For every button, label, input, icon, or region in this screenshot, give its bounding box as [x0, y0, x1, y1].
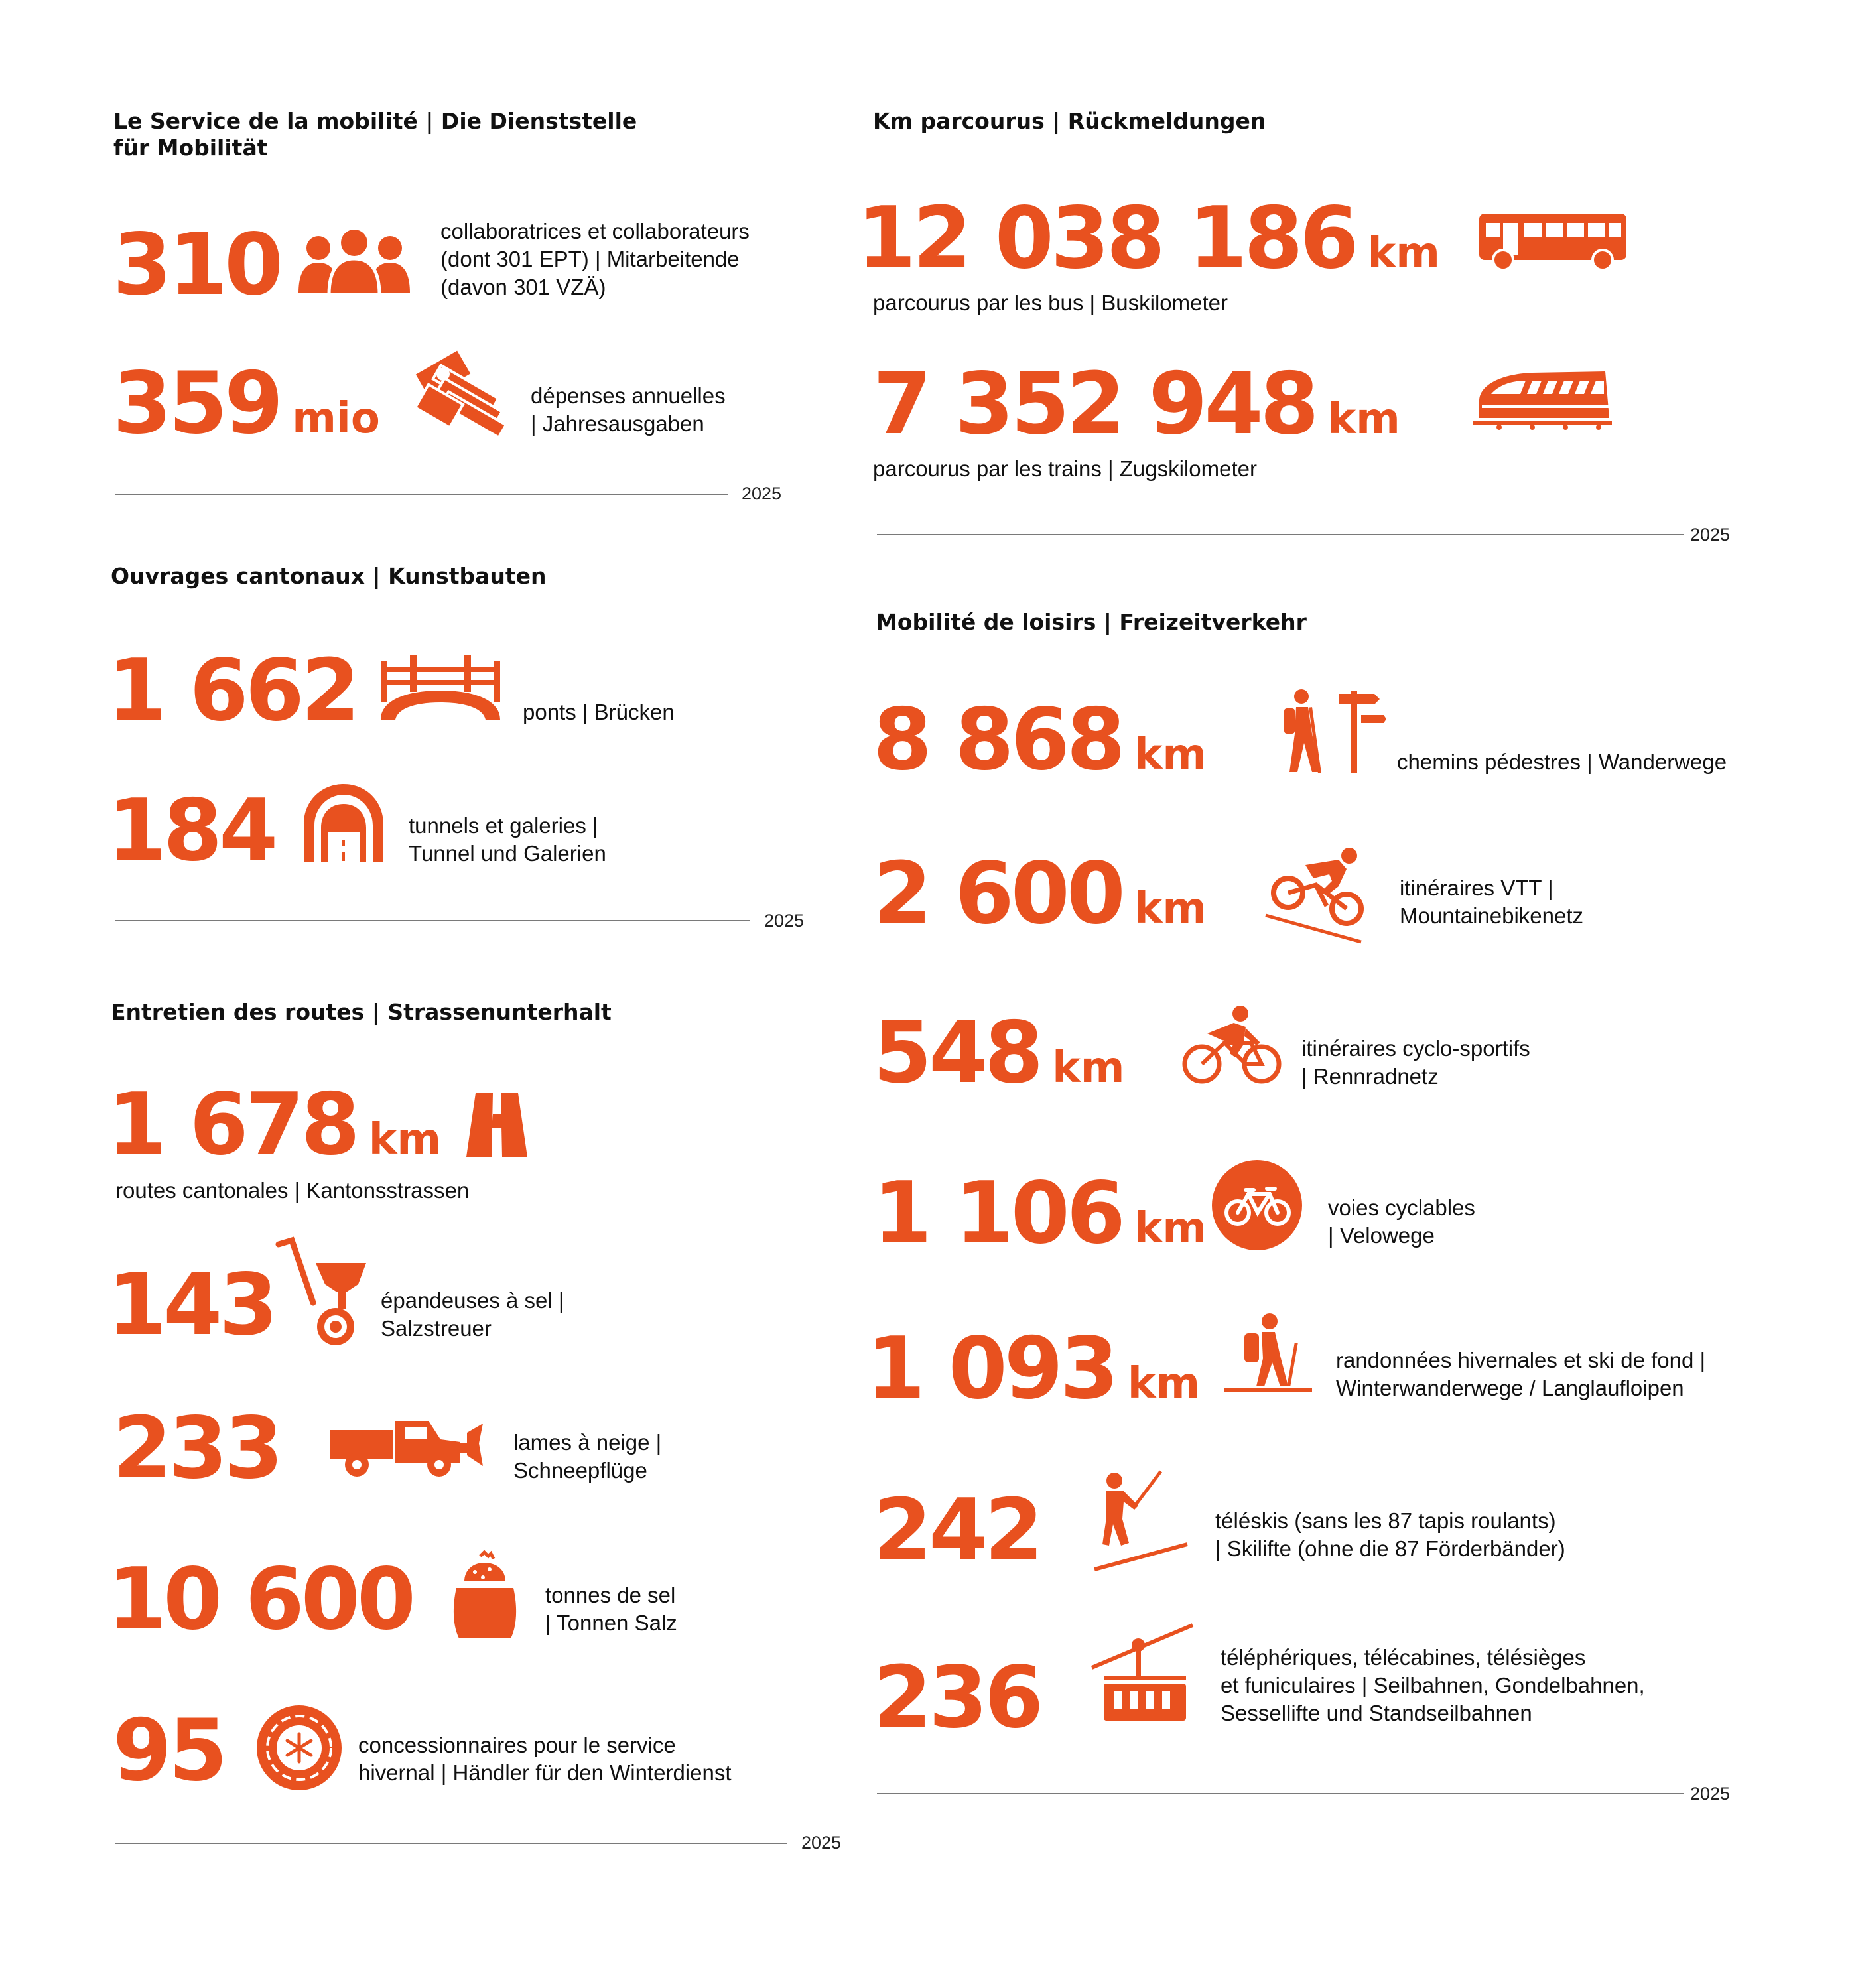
- gondola-icon: [1092, 1625, 1193, 1723]
- road-bike-km-value: [873, 1004, 1125, 1110]
- people-icon: [297, 230, 411, 296]
- roads-number: 1 678: [107, 1075, 357, 1174]
- road-bike-description: itinéraires cyclo-sportifs | Rennradnetz: [1301, 1036, 1530, 1089]
- roads-unit: km: [368, 1115, 442, 1164]
- bike-lanes-km-value: [873, 1164, 1207, 1271]
- winter-trails-description: randonnées hivernales et ski de fond | Winterwanderwege / Langlaufloipen: [1336, 1348, 1706, 1400]
- winter-trails-km-value: [866, 1319, 1201, 1426]
- hiking-description: chemins pédestres | Wanderwege: [1397, 750, 1727, 774]
- structures-heading: Ouvrages cantonaux | Kunstbauten: [111, 563, 547, 589]
- mtb-km-value: [873, 844, 1207, 951]
- staff-description: collaboratrices et collaborateurs (dont 301 EPT) | Mitarbeitende (davon 301 VZÄ): [440, 219, 750, 299]
- year-label: 2025: [742, 484, 782, 503]
- bus-km-number: 12 038 186: [857, 189, 1356, 288]
- year-label: 2025: [764, 911, 805, 931]
- train-km-unit: km: [1327, 395, 1400, 444]
- divider-line: [115, 1843, 787, 1844]
- tunnels-description: tunnels et galeries | Tunnel und Galerien: [409, 813, 606, 866]
- road-maintenance-heading: Entretien des routes | Strassenunterhalt: [111, 999, 612, 1025]
- bike-lanes-km-number: 1 106: [873, 1164, 1122, 1263]
- year-label: 2025: [1690, 525, 1731, 545]
- bicycle-circle-icon: [1211, 1160, 1303, 1251]
- tunnels-count: 184: [107, 781, 275, 880]
- salt-bag-icon: [451, 1552, 519, 1640]
- spreaders-count: 143: [107, 1256, 275, 1355]
- dealers-description: concessionnaires pour le service hivernal | Händler für den Winterdienst: [358, 1733, 732, 1785]
- hiking-km-number: 8 868: [873, 691, 1122, 789]
- km-travelled-heading: Km parcourus | Rückmeldungen: [873, 108, 1266, 134]
- tunnel-icon: [304, 784, 383, 862]
- winter-trails-km-number: 1 093: [866, 1319, 1116, 1418]
- bridges-count: 1 662: [107, 641, 357, 740]
- mobility-service-heading: Le Service de la mobilité | Die Dienststelle für Mobilität: [113, 108, 637, 161]
- mtb-description: itinéraires VTT | Mountainebikenetz: [1400, 876, 1584, 928]
- bike-lanes-km-unit: km: [1134, 1204, 1207, 1253]
- roads-description: routes cantonales | Kantonsstrassen: [115, 1178, 470, 1203]
- road-bike-km-number: 548: [873, 1004, 1041, 1102]
- staff-count: 310: [113, 216, 281, 314]
- dealers-count: 95: [113, 1701, 225, 1800]
- spreaders-description: épandeuses à sel | Salzstreuer: [381, 1288, 564, 1341]
- train-icon: [1473, 371, 1612, 430]
- cable-cars-count: 236: [873, 1648, 1041, 1747]
- train-km-description: parcourus par les trains | Zugskilometer: [873, 456, 1257, 481]
- bus-icon: [1479, 214, 1626, 271]
- mountain-bike-icon: [1266, 846, 1364, 943]
- bridge-icon: [381, 653, 500, 721]
- mtb-km-unit: km: [1134, 884, 1207, 933]
- divider-line: [877, 1793, 1684, 1794]
- year-label: 2025: [801, 1833, 842, 1853]
- divider-line: [115, 920, 750, 921]
- money-stack-icon: [413, 354, 511, 442]
- winter-hiker-icon: [1224, 1312, 1312, 1397]
- cable-cars-description: téléphériques, télécabines, télésièges et funiculaires | Seilbahnen, Gondelbahnen, Sessellifte und Standseilbahnen: [1221, 1645, 1645, 1725]
- train-km-number: 7 352 948: [873, 355, 1316, 454]
- ski-lifts-description: téléskis (sans les 87 tapis roulants) | Skilifte (ohne die 87 Förderbänder): [1215, 1508, 1565, 1561]
- hiking-km-value: [873, 691, 1207, 797]
- ski-lift-icon: [1094, 1471, 1189, 1571]
- salt-tonnes-value: 10 600: [107, 1550, 413, 1649]
- road-bike-km-unit: km: [1052, 1043, 1125, 1093]
- roads-value: [107, 1075, 442, 1182]
- snowplow-truck-icon: [330, 1417, 484, 1478]
- hiker-signpost-icon: [1282, 687, 1386, 773]
- bus-km-unit: km: [1367, 229, 1440, 278]
- salt-tonnes-description: tonnes de sel | Tonnen Salz: [545, 1583, 677, 1635]
- divider-line: [115, 494, 728, 495]
- bridges-description: ponts | Brücken: [523, 700, 675, 724]
- divider-line: [877, 534, 1684, 535]
- road-icon: [466, 1093, 527, 1157]
- salt-spreader-icon: [279, 1239, 367, 1348]
- plows-description: lames à neige | Schneepflüge: [513, 1430, 662, 1483]
- ski-lifts-count: 242: [873, 1481, 1041, 1580]
- train-km-value: [873, 355, 1400, 462]
- winter-tire-icon: [256, 1705, 342, 1791]
- expenses-description: dépenses annuelles | Jahresausgaben: [531, 383, 726, 436]
- expenses-unit: mio: [292, 394, 380, 443]
- leisure-heading: Mobilité de loisirs | Freizeitverkehr: [876, 609, 1307, 635]
- expenses-value: [113, 354, 380, 461]
- road-cyclist-icon: [1182, 1004, 1282, 1085]
- mtb-km-number: 2 600: [873, 844, 1122, 943]
- year-label: 2025: [1690, 1784, 1731, 1804]
- bus-km-value: [857, 189, 1440, 296]
- bike-lanes-description: voies cyclables | Velowege: [1328, 1195, 1475, 1248]
- bus-km-description: parcourus par les bus | Buskilometer: [873, 291, 1228, 315]
- plows-count: 233: [113, 1399, 281, 1498]
- expenses-number: 359: [113, 354, 281, 453]
- winter-trails-km-unit: km: [1127, 1359, 1201, 1408]
- hiking-km-unit: km: [1134, 730, 1207, 779]
